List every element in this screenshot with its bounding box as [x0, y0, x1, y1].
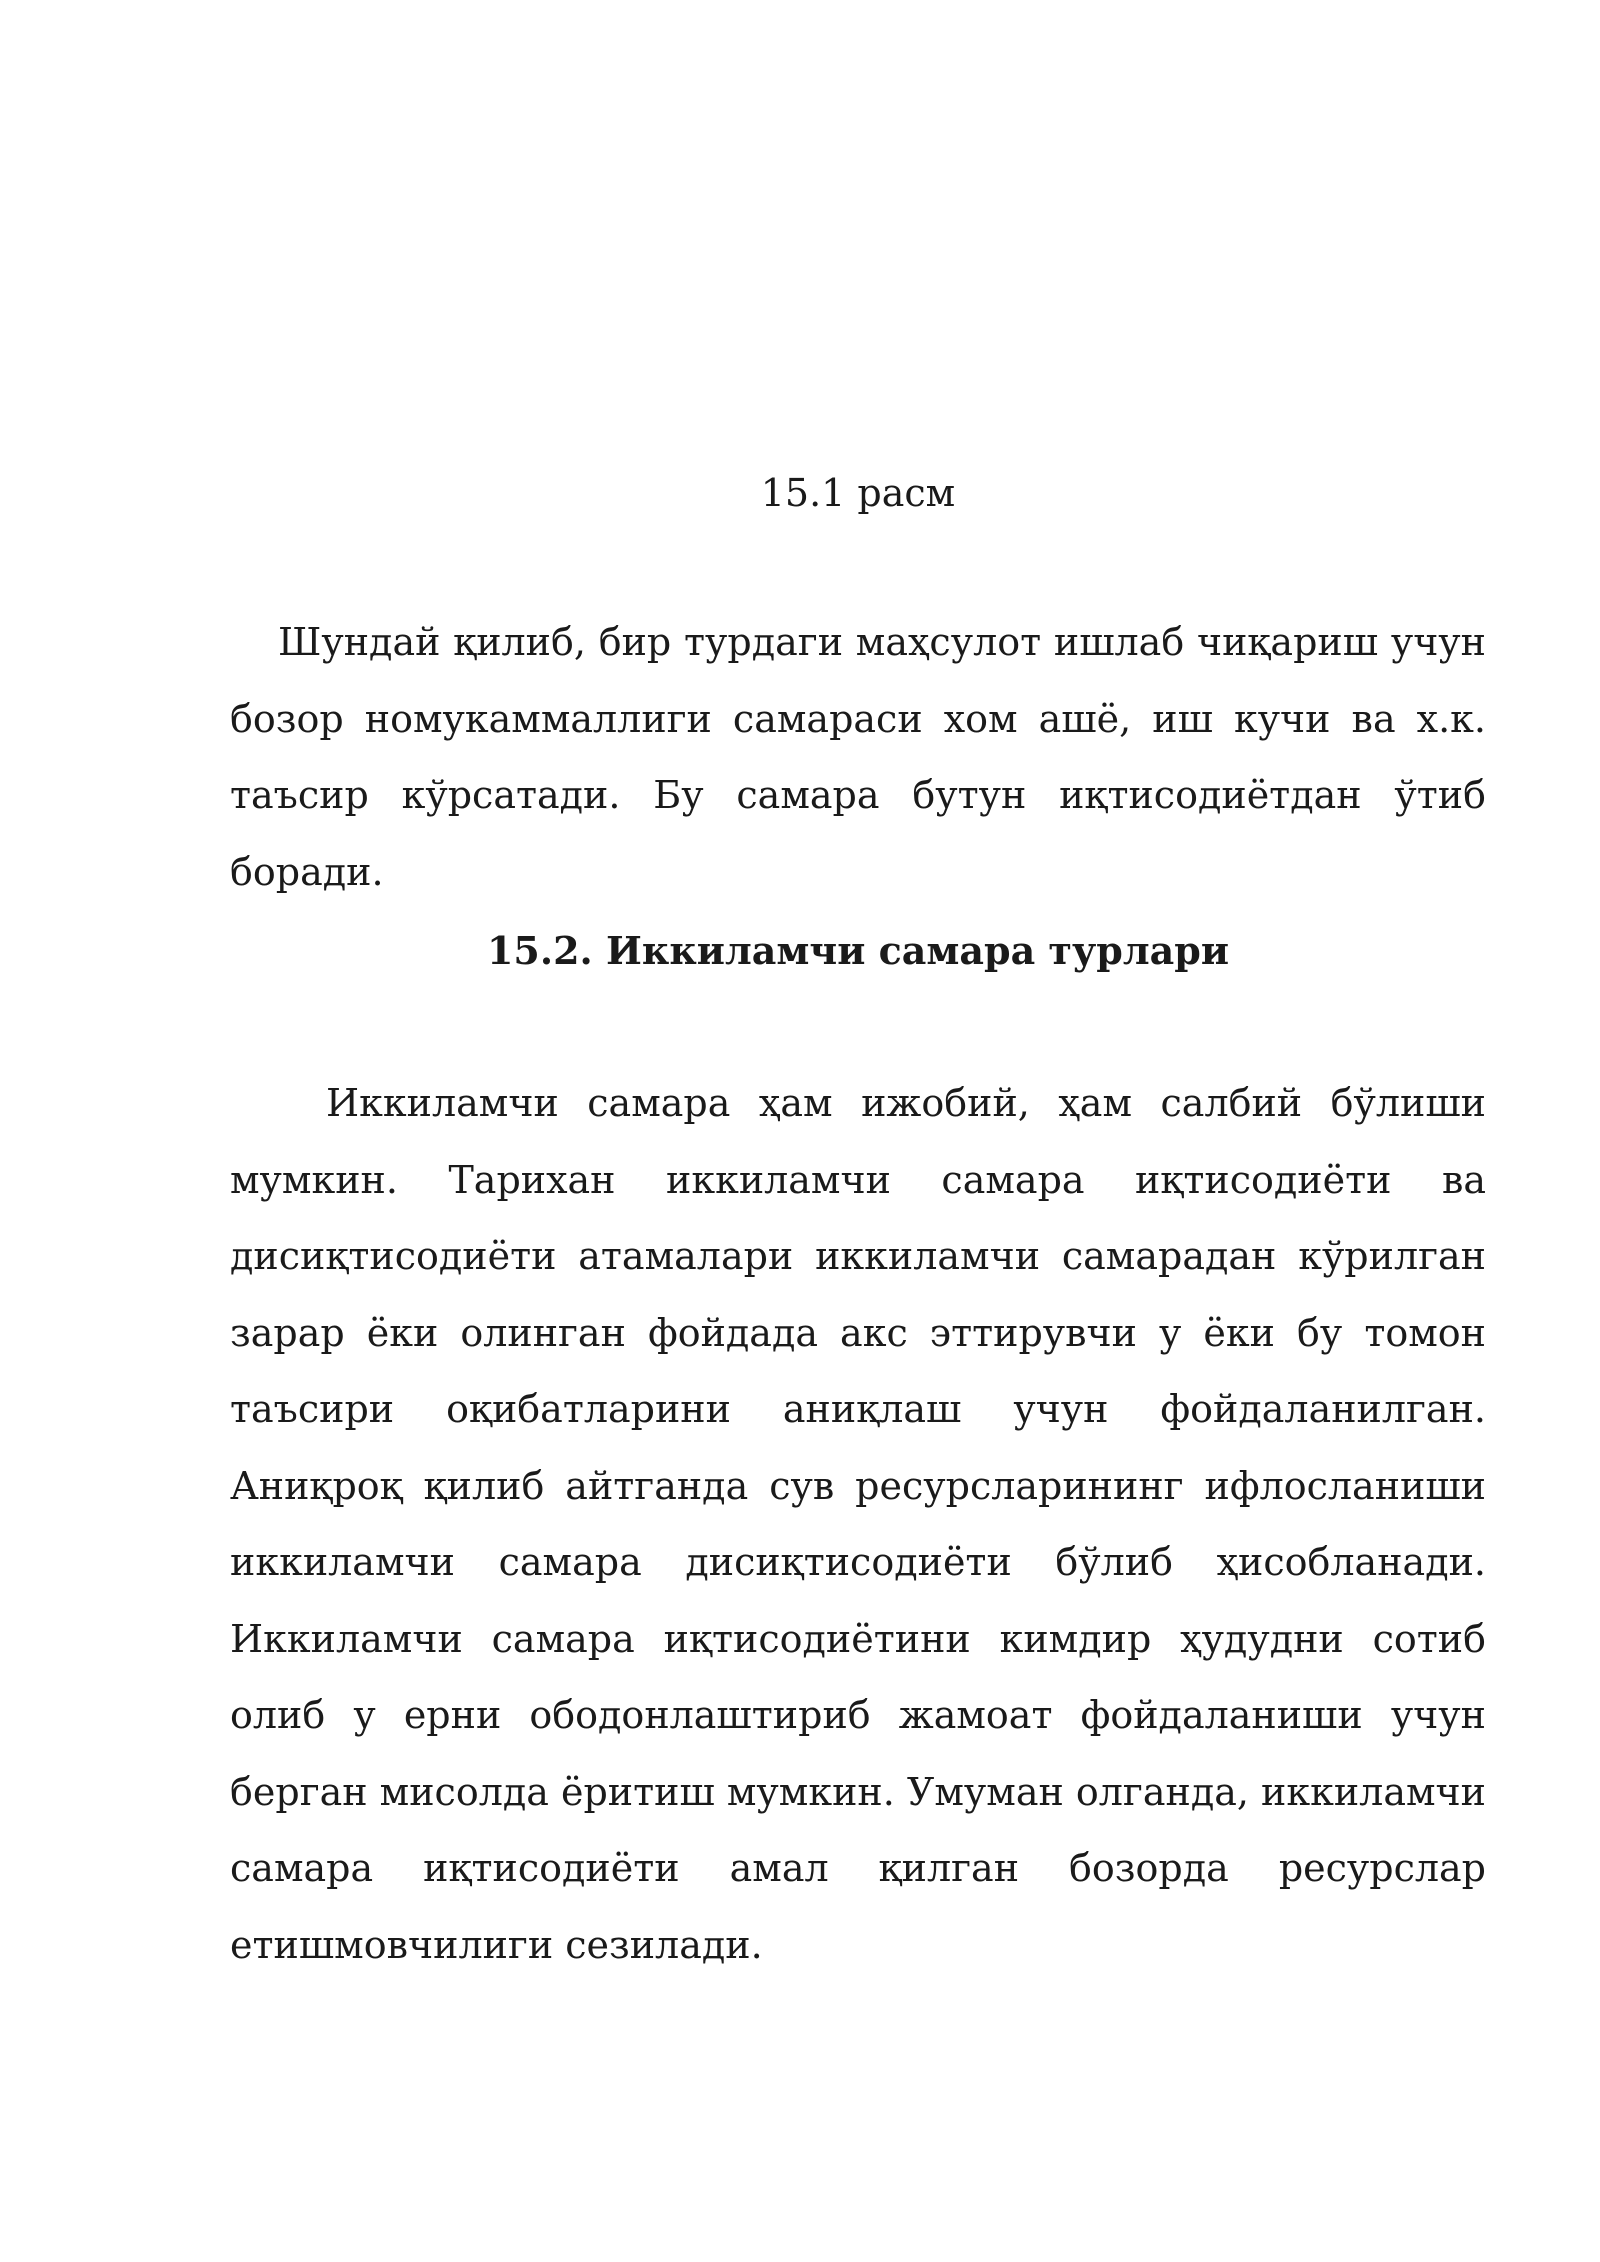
section-heading: 15.2. Иккиламчи самара турлари: [486, 928, 1230, 973]
paragraph-1: Шундай қилиб, бир турдаги маҳсулот ишлаб чиқариш учун бозор номукаммаллиги самараси хом ашё, иш кучи ва х.к. таъсир кўрсатади. Бу самара бутун иқтисодиётдан ўтиб боради.: [230, 620, 1486, 894]
paragraph-2: Иккиламчи самара ҳам ижобий, ҳам салбий бўлиши мумкин. Тарихан иккиламчи самара иқтисодиёти ва дисиқтисодиёти атамалари иккиламчи самарадан кўрилган зарар ёки олинган фойдада акс эттирувчи у ёки бу томон таъсири оқибатларини аниқлаш учун фойдаланилган. Аниқроқ қилиб айтганда сув ресурсларининг ифлосланиши иккиламчи самара дисиқтисодиёти бўлиб ҳисобланади. Иккиламчи самара иқтисодиётини кимдир ҳудудни сотиб олиб у ерни ободонлаштириб жамоат фойдаланиши учун берган мисолда ёритиш мумкин. Умуман олганда, иккиламчи самара иқтисодиёти амал қилган бозорда ресурслар етишмовчилиги сезилади.: [230, 1081, 1486, 1967]
figure-caption: 15.1 расм: [760, 471, 956, 515]
